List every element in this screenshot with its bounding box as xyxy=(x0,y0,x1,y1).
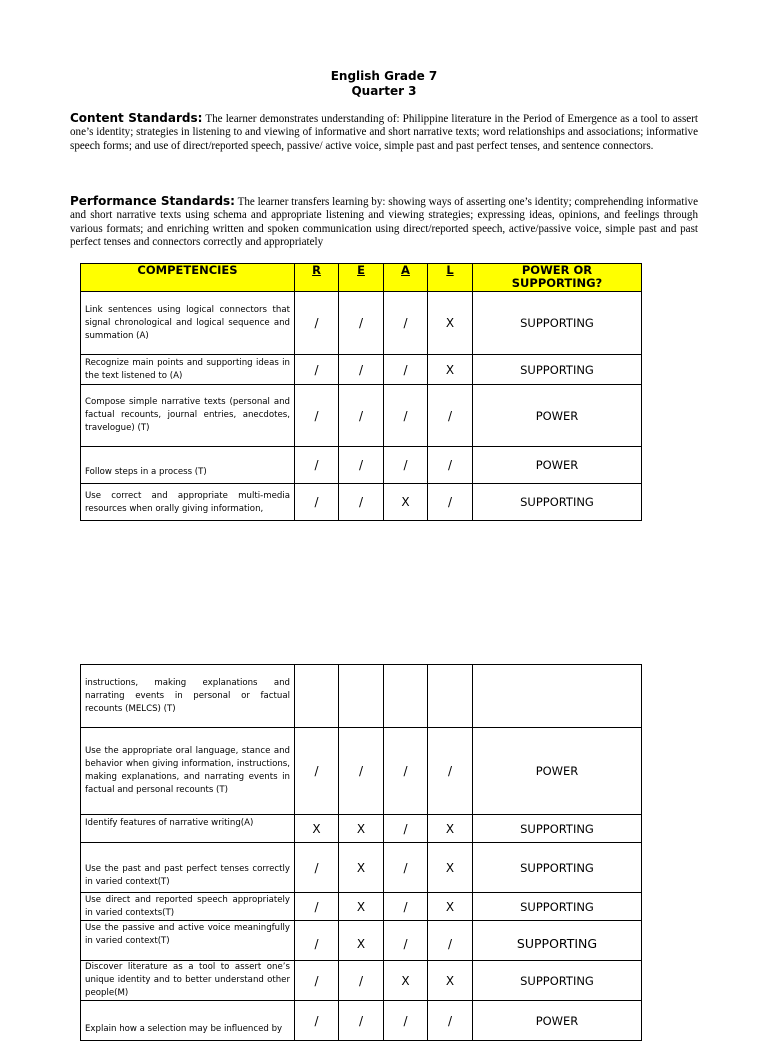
r-cell: / xyxy=(295,961,339,1001)
competency-cell: Use direct and reported speech appropriately in varied contexts(T) xyxy=(81,893,295,921)
competency-cell: Explain how a selection may be influenced by xyxy=(81,1001,295,1041)
document-subtitle: Quarter 3 xyxy=(351,84,417,98)
table-row xyxy=(81,815,642,843)
r-cell: / xyxy=(295,355,339,385)
header-competencies: COMPETENCIES xyxy=(81,264,295,292)
table-row xyxy=(81,728,642,815)
competency-cell: Identify features of narrative writing(A) xyxy=(81,815,295,843)
content-standards-label: Content Standards: xyxy=(70,111,203,125)
r-cell: / xyxy=(295,921,339,961)
table-row xyxy=(81,385,642,447)
r-cell: / xyxy=(295,1001,339,1041)
power-cell xyxy=(473,665,642,728)
e-cell: / xyxy=(339,961,384,1001)
competency-cell: Use the passive and active voice meaningfully in varied context(T) xyxy=(81,921,295,961)
l-cell: X xyxy=(428,843,473,893)
a-cell: / xyxy=(384,728,428,815)
competency-cell: Link sentences using logical connectors that signal chronological and logical sequence and summation (A) xyxy=(81,292,295,355)
power-cell: SUPPORTING xyxy=(473,355,642,385)
a-cell: / xyxy=(384,843,428,893)
l-cell: / xyxy=(428,728,473,815)
competency-cell: Follow steps in a process (T) xyxy=(81,447,295,484)
competency-cell: Use correct and appropriate multi-media resources when orally giving information, xyxy=(81,484,295,521)
a-cell: / xyxy=(384,1001,428,1041)
e-cell: / xyxy=(339,728,384,815)
table-row xyxy=(81,355,642,385)
l-cell: X xyxy=(428,355,473,385)
e-cell: / xyxy=(339,447,384,484)
e-cell: / xyxy=(339,292,384,355)
power-cell: POWER xyxy=(473,728,642,815)
header-a: A xyxy=(384,264,428,292)
competency-table-page2 xyxy=(80,664,642,1041)
competency-cell: Use the appropriate oral language, stance and behavior when giving information, instructions, making explanations, and narrating events in factual and personal recounts (T) xyxy=(81,728,295,815)
r-cell: / xyxy=(295,893,339,921)
r-cell: / xyxy=(295,447,339,484)
power-cell: POWER xyxy=(473,1001,642,1041)
r-cell: X xyxy=(295,815,339,843)
header-l: L xyxy=(428,264,473,292)
table-row xyxy=(81,484,642,521)
power-cell: SUPPORTING xyxy=(473,815,642,843)
r-cell: / xyxy=(295,385,339,447)
power-cell: SUPPORTING xyxy=(473,292,642,355)
r-cell: / xyxy=(295,728,339,815)
a-cell: / xyxy=(384,355,428,385)
l-cell: / xyxy=(428,447,473,484)
l-cell: / xyxy=(428,484,473,521)
table-row xyxy=(81,292,642,355)
r-cell: / xyxy=(295,292,339,355)
e-cell: / xyxy=(339,1001,384,1041)
competency-cell: instructions, making explanations and narrating events in personal or factual recounts (MELCS) (T) xyxy=(81,665,295,728)
table-row xyxy=(81,447,642,484)
e-cell xyxy=(339,665,384,728)
l-cell: X xyxy=(428,292,473,355)
e-cell: X xyxy=(339,893,384,921)
header-e: E xyxy=(339,264,384,292)
l-cell: / xyxy=(428,921,473,961)
l-cell: / xyxy=(428,1001,473,1041)
l-cell: X xyxy=(428,961,473,1001)
competency-table-page1 xyxy=(80,263,642,521)
table-row xyxy=(81,1001,642,1041)
r-cell: / xyxy=(295,843,339,893)
table-row xyxy=(81,843,642,893)
power-cell: SUPPORTING xyxy=(473,843,642,893)
a-cell xyxy=(384,665,428,728)
l-cell xyxy=(428,665,473,728)
table-header-row xyxy=(81,264,642,292)
competency-cell: Discover literature as a tool to assert one’s unique identity and to better understand other people(M) xyxy=(81,961,295,1001)
a-cell: / xyxy=(384,815,428,843)
e-cell: X xyxy=(339,815,384,843)
power-cell: POWER xyxy=(473,447,642,484)
performance-standards-label: Performance Standards: xyxy=(70,194,235,208)
table-row xyxy=(81,665,642,728)
table-row xyxy=(81,893,642,921)
power-cell: SUPPORTING xyxy=(473,893,642,921)
r-cell: / xyxy=(295,484,339,521)
a-cell: / xyxy=(384,385,428,447)
power-cell: POWER xyxy=(473,385,642,447)
e-cell: X xyxy=(339,843,384,893)
content-standards-text: The learner demonstrates understanding of: Philippine literature in the Period of Emergence as a tool to assert one’s identity; strategies in listening to and viewing of informative and short narrative texts; word relationships and associations; informative speech forms; and use of direct/reported speech, passive/ active voice, simple past and past perfect tenses, and sentence connectors. xyxy=(70,113,698,152)
a-cell: / xyxy=(384,893,428,921)
a-cell: / xyxy=(384,292,428,355)
competency-cell: Use the past and past perfect tenses correctly in varied context(T) xyxy=(81,843,295,893)
l-cell: X xyxy=(428,893,473,921)
a-cell: X xyxy=(384,961,428,1001)
a-cell: / xyxy=(384,447,428,484)
header-power: POWER OR SUPPORTING? xyxy=(473,264,642,292)
competency-cell: Recognize main points and supporting ideas in the text listened to (A) xyxy=(81,355,295,385)
a-cell: X xyxy=(384,484,428,521)
r-cell xyxy=(295,665,339,728)
l-cell: X xyxy=(428,815,473,843)
l-cell: / xyxy=(428,385,473,447)
power-cell: SUPPORTING xyxy=(473,484,642,521)
power-cell: SUPPORTING xyxy=(473,961,642,1001)
e-cell: / xyxy=(339,355,384,385)
header-r: R xyxy=(295,264,339,292)
performance-standards-text: The learner transfers learning by: showing ways of asserting one’s identity; comprehending informative and short narrative texts using schema and appropriate listening and viewing strategies; expressing ideas, opinions, and feelings through various formats; and enriching written and spoken communication using direct/reported speech, active/passive voice, simple past and past perfect tenses and connectors correctly and appropriately xyxy=(70,196,698,249)
e-cell: X xyxy=(339,921,384,961)
table-row xyxy=(81,961,642,1001)
performance-standards xyxy=(70,195,698,250)
competency-cell: Compose simple narrative texts (personal and factual recounts, journal entries, anecdotes, travelogue) (T) xyxy=(81,385,295,447)
table-row xyxy=(81,921,642,961)
e-cell: / xyxy=(339,385,384,447)
document-title: English Grade 7 xyxy=(330,69,438,83)
power-cell: SUPPORTING xyxy=(473,921,642,961)
content-standards xyxy=(70,112,698,153)
a-cell: / xyxy=(384,921,428,961)
e-cell: / xyxy=(339,484,384,521)
